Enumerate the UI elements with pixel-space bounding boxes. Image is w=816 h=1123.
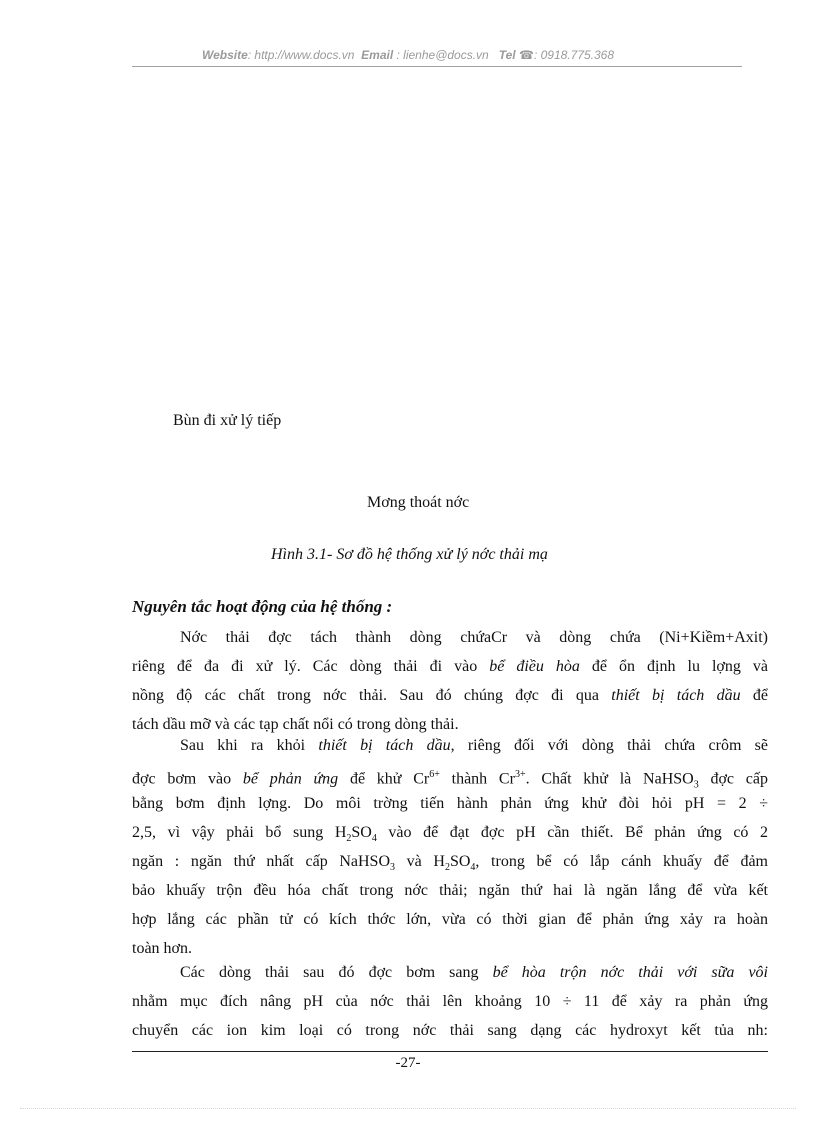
paragraph-2 bbox=[132, 731, 768, 963]
p1-line-1: Nớc thải đợc tách thành dòng chứaCr và dòng chứa (Ni+Kiềm+Axit) bbox=[180, 629, 768, 646]
section-heading: Nguyên tắc hoạt động của hệ thống : bbox=[132, 597, 393, 616]
email-value: : lienhe@docs.vn bbox=[396, 48, 489, 62]
p2-line-3: bằng bơm định lợng. Do môi trờng tiến hành phản ứng khử đòi hỏi pH = 2 ÷ bbox=[132, 795, 768, 812]
phone-icon: ☎ bbox=[519, 48, 534, 62]
p2-line-5: ngăn : ngăn thứ nhất cấp NaHSO$_3$ và $H_2SO_4$, trong bể có lắp cánh khuấy để đảm bbox=[132, 853, 768, 874]
p2-line-2: đợc bơm vào bể phản ứng để khử $Cr^{6+}$ thành $Cr^{3+}$. Chất khử là NaHSO$_3$ đợc cấp bbox=[132, 769, 768, 791]
sludge-label: Bùn đi xử lý tiếp bbox=[173, 412, 282, 429]
website-label: Website bbox=[201, 48, 248, 62]
page-number: -27- bbox=[395, 1055, 421, 1071]
website-value: : http://www.docs.vn bbox=[247, 48, 355, 62]
p2-line-4: 2,5, vì vậy phải bổ sung $H_2SO_4$ vào để đạt đợc pH cần thiết. Bể phản ứng có 2 bbox=[132, 824, 769, 845]
paragraph-3 bbox=[132, 958, 768, 1045]
p3-line-2: nhằm mục đích nâng pH của nớc thải lên khoảng 10 ÷ 11 để xảy ra phản ứng bbox=[132, 993, 768, 1010]
page-header bbox=[0, 48, 816, 62]
p3-line-3: chuyển các ion kim loại có trong nớc thải sang dạng các hydroxyt kết tủa nh: bbox=[132, 1022, 768, 1039]
p3-line-1: Các dòng thải sau đó đợc bơm sang bể hòa trộn nớc thải với sữa vôi bbox=[180, 964, 769, 981]
paragraph-1 bbox=[132, 623, 768, 739]
p1-line-2: riêng để đa đi xử lý. Các dòng thải đi vào bể điều hòa để ổn định lu lợng và bbox=[132, 658, 768, 675]
p2-line-8: toàn hơn. bbox=[132, 940, 193, 957]
header-divider bbox=[132, 66, 742, 67]
tel-label: Tel bbox=[498, 48, 516, 62]
p2-line-1: Sau khi ra khỏi thiết bị tách dầu, riêng đối với dòng thải chứa crôm sẽ bbox=[180, 737, 768, 754]
figure-caption: Hình 3.1- Sơ đồ hệ thống xử lý nớc thải mạ bbox=[271, 546, 548, 563]
tel-value: : 0918.775.368 bbox=[533, 48, 615, 62]
p1-line-3: nồng độ các chất trong nớc thải. Sau đó chúng đợc đi qua thiết bị tách dầu để bbox=[132, 687, 768, 704]
p1-line-4: tách dầu mỡ và các tạp chất nổi có trong dòng thải. bbox=[132, 716, 459, 733]
footer-divider bbox=[132, 1051, 768, 1052]
email-label: Email bbox=[361, 48, 394, 62]
p2-line-7: hợp lắng các phần tử có kích thớc lớn, vừa có thời gian để phản ứng xảy ra hoàn bbox=[132, 911, 768, 928]
p2-line-6: bảo khuấy trộn đều hóa chất trong nớc thải; ngăn thứ hai là ngăn lắng để vừa kết bbox=[132, 882, 768, 899]
drain-label: Mơng thoát nớc bbox=[367, 494, 470, 511]
page-bottom-border bbox=[20, 1108, 796, 1109]
